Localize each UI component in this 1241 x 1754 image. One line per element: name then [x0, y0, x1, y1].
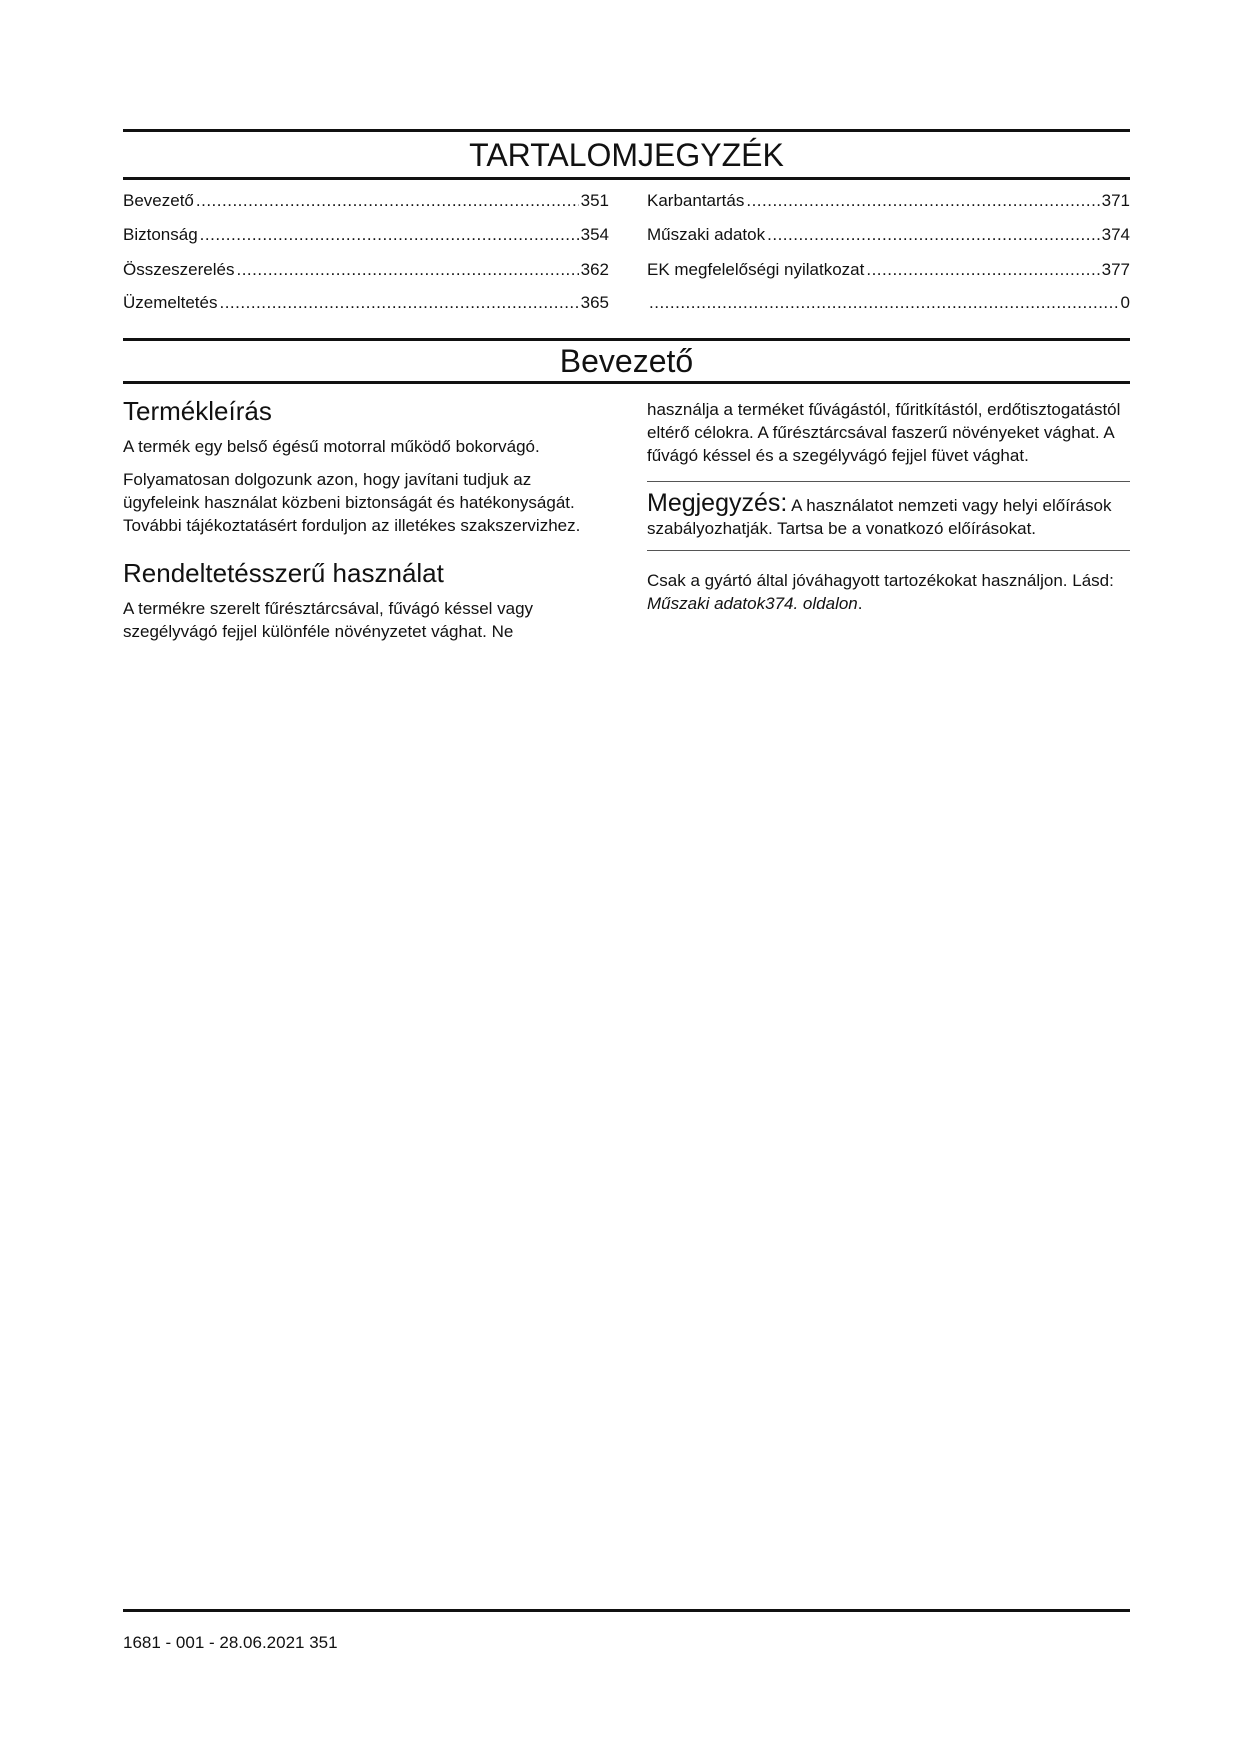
toc-entry-biztonsag[interactable]: [123, 224, 609, 246]
toc-entry-page: 354: [580, 225, 609, 244]
heading-rendeltetesszeru: Rendeltetésszerű használat: [123, 558, 444, 588]
accessories-text: Csak a gyártó által jóváhagyott tartozékokat használjon. Lásd:: [647, 571, 1114, 590]
note-box: [647, 481, 1130, 551]
paragraph-use-continued: használja a terméket fűvágástól, fűritkítástól, erdőtisztogatástól eltérő célokra. A fűrésztárcsával faszerű növényeket vághat. A fűvágó késsel és a szegélyvágó fejjel füvet vághat.: [647, 400, 1121, 465]
section-rule-top: [123, 338, 1130, 341]
toc-entry-bevezeto[interactable]: [123, 190, 609, 212]
toc-entry-muszaki-adatok[interactable]: [647, 224, 1130, 246]
toc-entry-blank[interactable]: [647, 292, 1130, 314]
toc-entry-title: Karbantartás: [647, 191, 745, 210]
toc-entry-page: 0: [1120, 293, 1130, 312]
section-rule-bottom: [123, 381, 1130, 384]
toc-entry-ek-nyilatkozat[interactable]: [647, 259, 1130, 281]
toc-leader-dots: [767, 224, 1100, 246]
heading-termekleiras: Termékleírás: [123, 396, 272, 426]
paragraph-use-1: A termékre szerelt fűrésztárcsával, fűvágó késsel vagy szegélyvágó fejjel különféle növényzetet vághat. Ne: [123, 599, 534, 641]
toc-entry-title: Üzemeltetés: [123, 293, 218, 312]
toc-leader-dots: [746, 190, 1099, 212]
note-text: A használatot nemzeti vagy helyi előírások szabályozhatják. Tartsa be a vonatkozó előírásokat.: [647, 496, 1112, 538]
toc-entry-page: 365: [580, 293, 609, 312]
toc-entry-title: Bevezető: [123, 191, 194, 210]
toc-leader-dots: [236, 259, 578, 281]
cross-reference-link[interactable]: Műszaki adatok374. oldalon: [647, 594, 858, 613]
toc-title-rule: [123, 177, 1130, 180]
toc-leader-dots: [649, 292, 1119, 314]
toc-entry-title: Összeszerelés: [123, 260, 235, 279]
left-column: [123, 395, 609, 653]
toc-entry-page: 377: [1101, 260, 1130, 279]
toc-leader-dots: [196, 190, 579, 212]
toc-title: TARTALOMJEGYZÉK: [469, 137, 784, 173]
toc-entry-page: 351: [580, 191, 609, 210]
toc-leader-dots: [866, 259, 1099, 281]
toc-entry-title: Műszaki adatok: [647, 225, 766, 244]
footer-doc-id: 1681 - 001 - 28.06.2021 351: [123, 1633, 338, 1652]
toc-entry-page: 374: [1101, 225, 1130, 244]
accessories-end: .: [857, 594, 863, 613]
footer-rule: [123, 1609, 1130, 1612]
note-paragraph: [647, 489, 1130, 540]
top-rule: [123, 129, 1130, 132]
paragraph-product-2: Folyamatosan dolgozunk azon, hogy javítani tudjuk az ügyfeleink használat közbeni biztonságát és hatékonyságát. További tájékoztatásért forduljon az illetékes szakszervizhez.: [123, 470, 581, 535]
note-label: Megjegyzés:: [647, 489, 788, 517]
toc-entry-uzemeltetes[interactable]: [123, 292, 609, 314]
toc-entry-page: 371: [1101, 191, 1130, 210]
paragraph-product-1: A termék egy belső égésű motorral működő bokorvágó.: [123, 437, 540, 456]
paragraph-accessories: [647, 569, 1130, 615]
section-title-bevezeto: Bevezető: [559, 343, 694, 379]
toc-entry-osszeszereles[interactable]: [123, 259, 609, 281]
toc-entry-karbantartas[interactable]: [647, 190, 1130, 212]
right-column: [647, 398, 1130, 625]
toc-leader-dots: [200, 224, 579, 246]
toc-leader-dots: [219, 292, 578, 314]
toc-entry-page: 362: [580, 260, 609, 279]
toc-entry-title: EK megfelelőségi nyilatkozat: [647, 260, 865, 279]
toc-entry-title: Biztonság: [123, 225, 198, 244]
